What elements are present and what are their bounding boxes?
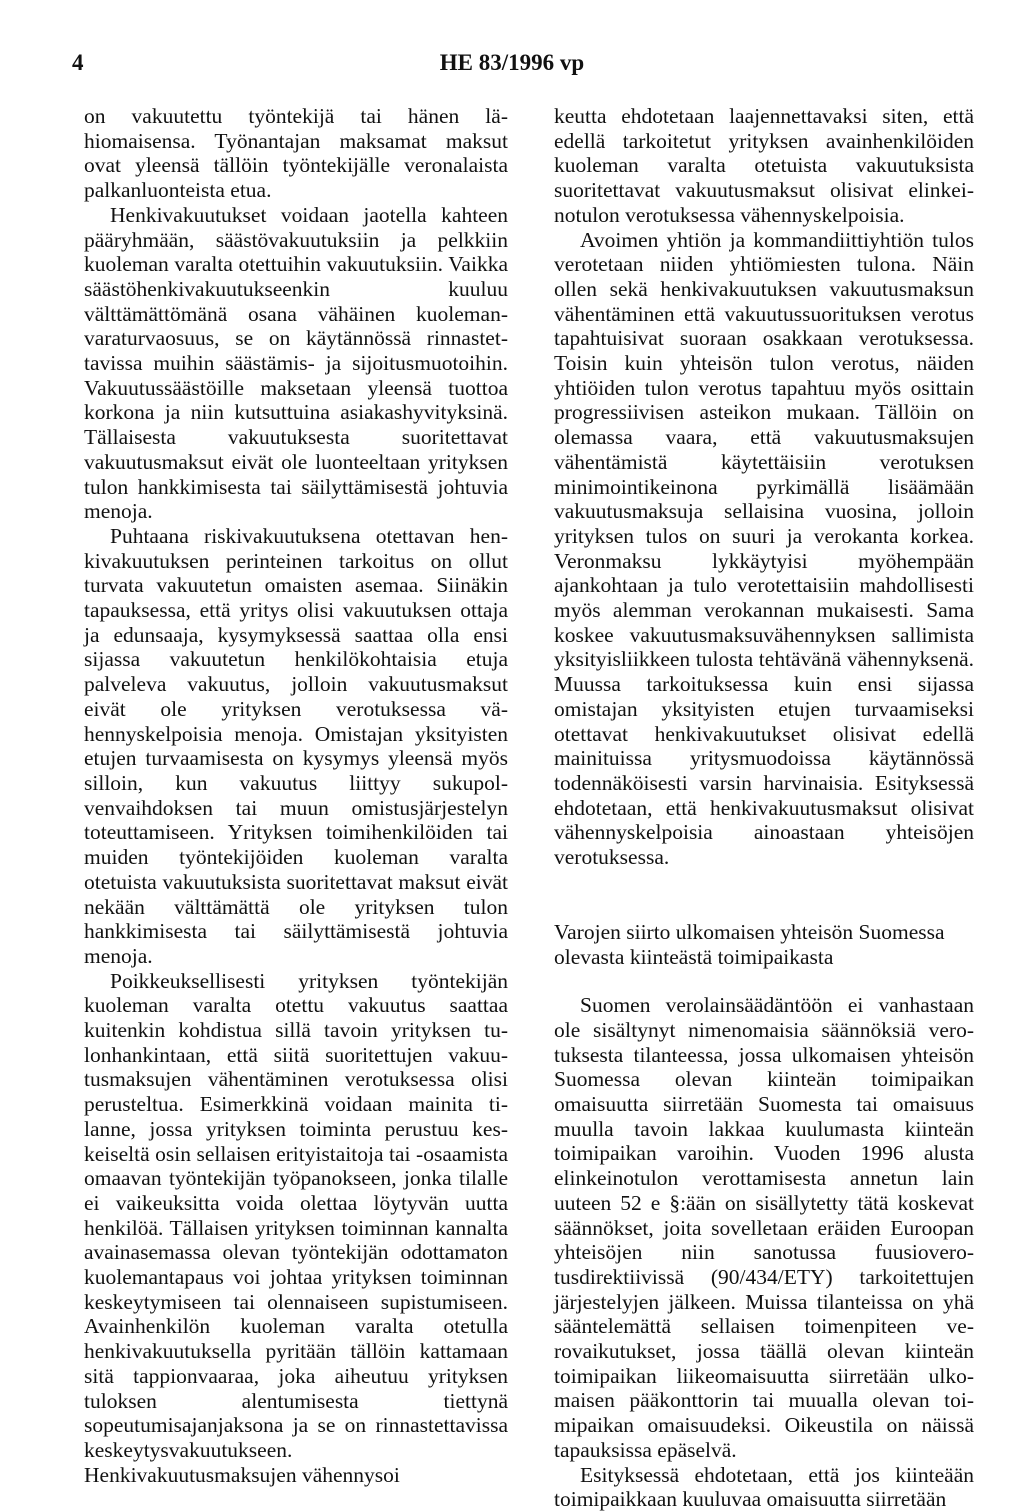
paragraph: on vakuutettu työntekijä tai hänen lähiomaisensa. Työnantajan maksamat maksut ovat yleensä tällöin työntekijälle veronalaista palkanluonteista etua. [84, 104, 508, 203]
right-column [554, 104, 974, 1512]
document-header: HE 83/1996 vp [439, 50, 585, 75]
paragraph: keutta ehdotetaan laajennettavaksi siten, että edellä tarkoitetut yrityksen avainhenkilöiden kuoleman varalta otetuista vakuutuksista suoritettavat vakuutusmaksut olisivat elinkeinotulon verotuksessa vähennyskelpoisia. [554, 104, 974, 227]
section-heading: Varojen siirto ulkomaisen yhteisön Suomessa olevasta kiinteästä toimipaikasta [554, 919, 945, 969]
paragraph: Avoimen yhtiön ja kommandiittiyhtiön tulos verotetaan niiden yhtiömiesten tulona. Näin ollen sekä henkivakuutuksen vakuutusmaksun vähentäminen että vakuutussuorituksen verotus tapahtuisivat suoraan osakkaan verotuksessa. Toisin kuin yhteisön tulon verotus, näiden yhtiöiden tulon verotus tapahtuu myös osittain progressiivisen asteikon mukaan. Tällöin on olemassa vaara, että vakuutusmaksujen vähentämistä käytettäisiin verotuksen minimointikeinona pyrkimällä lisäämään vakuutusmaksuja sellaisina vuosina, jolloin yrityksen tulos on suuri ja verokanta korkea. Veronmaksu lykkäytyisi myöhempään ajankohtaan ja tulo verotettaisiin mahdollisesti myös alemman verokannan mukaisesti. Sama koskee vakuutusmaksuvähennyksen sallimista yksityisliikkeen tulosta tehtävänä vähennyksenä. Muussa tarkoituksessa kuin ensi sijassa omistajan yksityisten etujen turvaamiseksi otettavat henkivakuutukset olisivat edellä mainituissa yritysmuodoissa käytännössä todennäköisesti varsin harvinaisia. Esityksessä ehdotetaan, että henkivakuutusmaksut olisivat vähennyskelpoisia ainoastaan yhteisöjen verotuksessa. [554, 227, 974, 870]
left-column [84, 104, 508, 1487]
page-number: 4 [72, 50, 84, 75]
paragraph: Esityksessä ehdotetaan, että jos kiinteään toimipaikkaan kuuluvaa omaisuutta siirretään [554, 1462, 974, 1512]
paragraph: Poikkeuksellisesti yrityksen työntekijän kuoleman varalta otettu vakuutus saattaa kuitenkin kohdistua sillä tavoin yrityksen tulonhankintaan, että siitä suoritettujen vakuutusmaksujen vähentäminen verotuksessa olisi perusteltua. Esimerkkinä voidaan mainita tilanne, jossa yrityksen toiminta perustuu keskeiseltä osin sellaisen erityistaitoja tai -osaamista omaavan työntekijän työpanokseen, jonka tilalle ei vaikeuksitta voida olettaa löytyvän uutta henkilöä. Tällaisen yrityksen toiminnan kannalta avainasemassa olevan työntekijän odottamaton kuolemantapaus voi johtaa yrityksen toiminnan keskeytymiseen tai olennaiseen supistumiseen. Avainhenkilön kuoleman varalta otetulla henkivakuutuksella pyritään tällöin kattamaan sitä tappionvaaraa, joka aiheutuu yrityksen tuloksen alentumisesta tiettynä sopeutumisajanjaksona ja se on rinnastettavissa keskeytysvakuutukseen. Henkivakuutusmaksujen vähennysoi [84, 968, 508, 1487]
paragraph: Henkivakuutukset voidaan jaotella kahteen pääryhmään, säästövakuutuksiin ja pelkkiin kuoleman varalta otettuihin vakuutuksiin. Vaikka säästöhenkivakuutukseenkin kuuluu välttämättömänä osana vähäinen kuolemanvaraturvaosuus, se on käytännössä rinnastettavissa muihin säästämis- ja sijoitusmuotoihin. Vakuutussäästöille maksetaan yleensä tuottoa korkona ja niin kutsuttuina asiakashyvityksinä. Tällaisesta vakuutuksesta suoritettavat vakuutusmaksut eivät ole luonteeltaan yrityksen tulon hankkimisesta tai säilyttämisestä johtuvia menoja. [84, 202, 508, 524]
paragraph: Puhtaana riskivakuutuksena otettavan henkivakuutuksen perinteinen tarkoitus on ollut turvata vakuutetun omaisten asemaa. Siinäkin tapauksessa, että yritys olisi vakuutuksen ottaja ja edunsaaja, kysymyksessä saattaa olla ensi sijassa vakuutetun henkilökohtaisia etuja palveleva vakuutus, jolloin vakuutusmaksut eivät ole yrityksen verotuksessa vähennyskelpoisia menoja. Omistajan yksityisten etujen turvaamisesta on kysymys yleensä myös silloin, kun vakuutus liittyy sukupolvenvaihdoksen tai muun omistusjärjestelyn toteuttamiseen. Yrityksen toimihenkilöiden tai muiden työntekijöiden kuoleman varalta otetuista vakuutuksista suoritettavat maksut eivät nekään välttämättä ole yrityksen tulon hankkimisesta tai säilyttämisestä johtuvia menoja. [84, 523, 508, 968]
paragraph: Suomen verolainsäädäntöön ei vanhastaan ole sisältynyt nimenomaisia säännöksiä verotuksesta tilanteessa, jossa ulkomaisen yhteisön Suomessa olevan kiinteän toimipaikan omaisuutta siirretään Suomesta tai omaisuus muulla tavoin lakkaa kuulumasta kiinteän toimipaikan varoihin. Vuoden 1996 alusta elinkeinotulon verottamisesta annetun lain uuteen 52 e §:ään on sisällytetty tätä koskevat säännökset, joita sovelletaan eräiden Euroopan yhteisöjen niin sanotussa fuusioverotusdirektiivissä (90/434/ETY) tarkoitettujen järjestelyjen jälkeen. Muissa tilanteissa on yhä sääntelemättä sellaisen toimenpiteen verovaikutukset, jossa täällä olevan kiinteän toimipaikan liikeomaisuutta siirretään ulkomaisen pääkonttorin tai muualla olevan toimipaikan omaisuudeksi. Oikeustila on näissä tapauksissa epäselvä. [554, 993, 974, 1462]
